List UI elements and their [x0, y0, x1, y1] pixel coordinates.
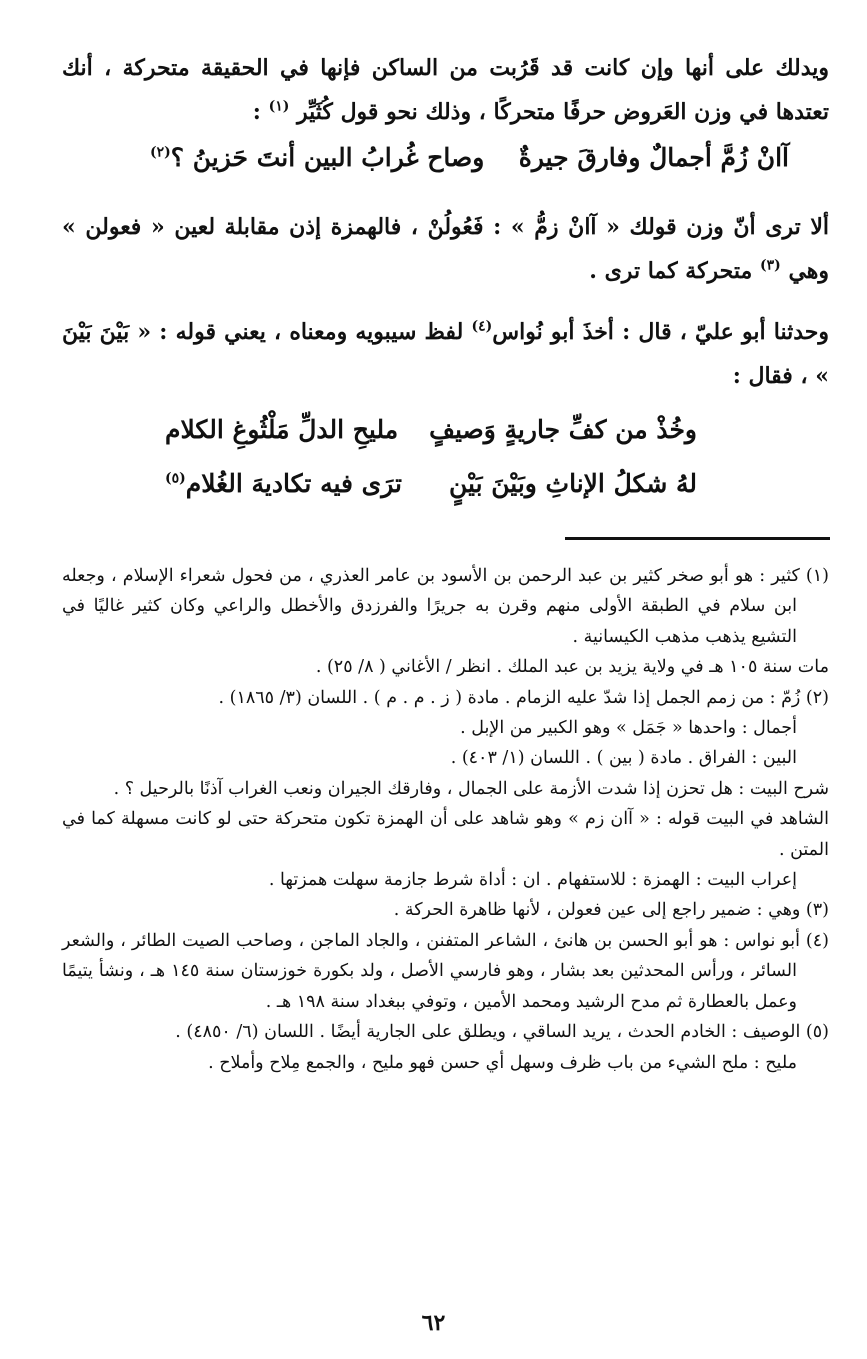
footnote-2-bayn: البين : الفراق . مادة ( بين ) . اللسان (١/ ٤٠٣) . — [450, 748, 797, 769]
footnote-ref-3: (٣) — [759, 257, 781, 274]
verse-1-hemistich-left: وصاح غُرابُ البين أنتَ حَزينُ ؟ — [170, 143, 485, 172]
paragraph-2 — [62, 205, 829, 293]
page-number: ٦٢ — [421, 1310, 446, 1336]
footnote-5-malih: مليح : ملح الشيء من باب ظرف وسهل أي حسن فهو مليح ، والجمع مِلاح وأملاح . — [208, 1052, 797, 1073]
footnote-2-evidence: الشاهد في البيت قوله : « آان زم » وهو شاهد على أن الهمزة تكون متحركة حتى لو كانت مسهلة كما في المتن . — [62, 809, 829, 860]
footnote-2: (٢) زُمّ : من زمم الجمل إذا شدّ عليه الزمام . مادة ( ز . م . م ) . اللسان (٣/ ١٨٦٥) . — [218, 687, 829, 708]
verse-2-line-2 — [165, 462, 697, 506]
paragraph-1-text: ويدلك على أنها وإن كانت قد قَرُبت من الساكن فإنها في الحقيقة متحركة ، أنك تعتدها في وزن العَروض حرفًا متحركًا ، وذلك نحو قول كُثَيِّر — [62, 55, 829, 125]
paragraph-2-end: متحركة كما ترى . — [589, 258, 753, 284]
footnote-2-parsing: إعراب البيت : الهمزة : للاستفهام . ان : أداة شرط جازمة سهلت همزتها . — [268, 870, 797, 891]
verse-2-line-1-left: مليحِ الدلِّ مَلْثُوغِ الكلام — [165, 415, 399, 444]
paragraph-3-text-b: لفظ سيبويه ومعناه ، يعني قوله : « بَيْنَ بَيْنَ » ، فقال : — [62, 319, 829, 389]
footnote-1-continued: مات سنة ١٠٥ هـ في ولاية يزيد بن عبد الملك . انظر / الأغاني ( ٨/ ٢٥) . — [315, 657, 829, 678]
footnote-separator — [565, 537, 830, 540]
verse-2-line-2-right: لهُ شكلُ الإناثِ وبَيْنَ بَيْنٍ — [449, 469, 697, 498]
footnote-2-ajmal: أجمال : واحدها « جَمَل » وهو الكبير من الإبل . — [460, 718, 797, 739]
footnote-1: (١) كثير : هو أبو صخر كثير بن عبد الرحمن بن الأسود بن عامر العذري ، من فحول شعراء الإسلام ، وجعله ابن سلام في الطبقة الأولى منهم وقرن به جريرًا والفرزدق والأخطل والراعي وكان كثير غاليًا في التشيع يذهب مذهب الكيسانية . — [62, 566, 829, 647]
footnotes — [62, 561, 829, 1078]
footnote-ref-4: (٤) — [471, 318, 493, 335]
footnote-2-explanation: شرح البيت : هل تحزن إذا شدت الأزمة على الجمال ، وفارقك الجيران ونعب الغراب آذنًا بالرحيل ؟ . — [113, 778, 829, 799]
footnote-3: (٣) وهي : ضمير راجع إلى عين فعولن ، لأنها ظاهرة الحركة . — [393, 900, 829, 921]
footnote-ref-5: (٥) — [165, 470, 186, 487]
paragraph-3 — [62, 310, 829, 398]
verse-1-hemistich-right: آانْ زُمَّ أجمالٌ وفارقَ جيرةٌ — [518, 143, 789, 172]
verse-2-line-2-left: ترَى فيه تكاديهَ الغُلام — [185, 469, 403, 498]
verse-2-line-1 — [165, 408, 697, 452]
footnote-4: (٤) أبو نواس : هو أبو الحسن بن هانئ ، الشاعر المتفنن ، والجاد الماجن ، وصاحب الصيت الطائر ، والشعر السائر ، ورأس المحدثين بعد بشار ، وهو فارسي الأصل ، ولد بكورة خوزستان سنة ١٤٥ هـ ، ونشأ يتيمًا وعمل بالعطارة ثم مدح الرشيد ومحمد الأمين ، وتوفي ببغداد سنة ١٩٨ هـ . — [62, 930, 829, 1012]
footnote-ref-1: (١) — [268, 98, 290, 115]
paragraph-3-text-a: وحدثنا أبو عليّ ، قال : أخذَ أبو نُواس — [492, 319, 829, 345]
verse-2-line-1-right: وخُذْ من كفِّ جاريةٍ وَصيفٍ — [429, 415, 697, 444]
paragraph-1: ويدلك على أنها وإن كانت قد قَرُبت من الساكن فإنها في الحقيقة متحركة ، أنك تعتدها في وزن العَروض حرفًا متحركًا ، وذلك نحو قول كُثَيِّر $^{(١)}$ : — [62, 55, 829, 125]
paragraph-2-text: ألا ترى أنّ وزن قولك « آانْ زمُّ » : فَعُولُنْ ، فالهمزة إذن مقابلة لعين « فعولن » وهي — [62, 214, 829, 284]
verse-1 — [150, 136, 789, 180]
footnote-5: (٥) الوصيف : الخادم الحدث ، يريد الساقي ، ويطلق على الجارية أيضًا . اللسان (٦/ ٤٨٥٠) . — [175, 1022, 829, 1043]
footnote-ref-2: (٢) — [150, 144, 171, 161]
